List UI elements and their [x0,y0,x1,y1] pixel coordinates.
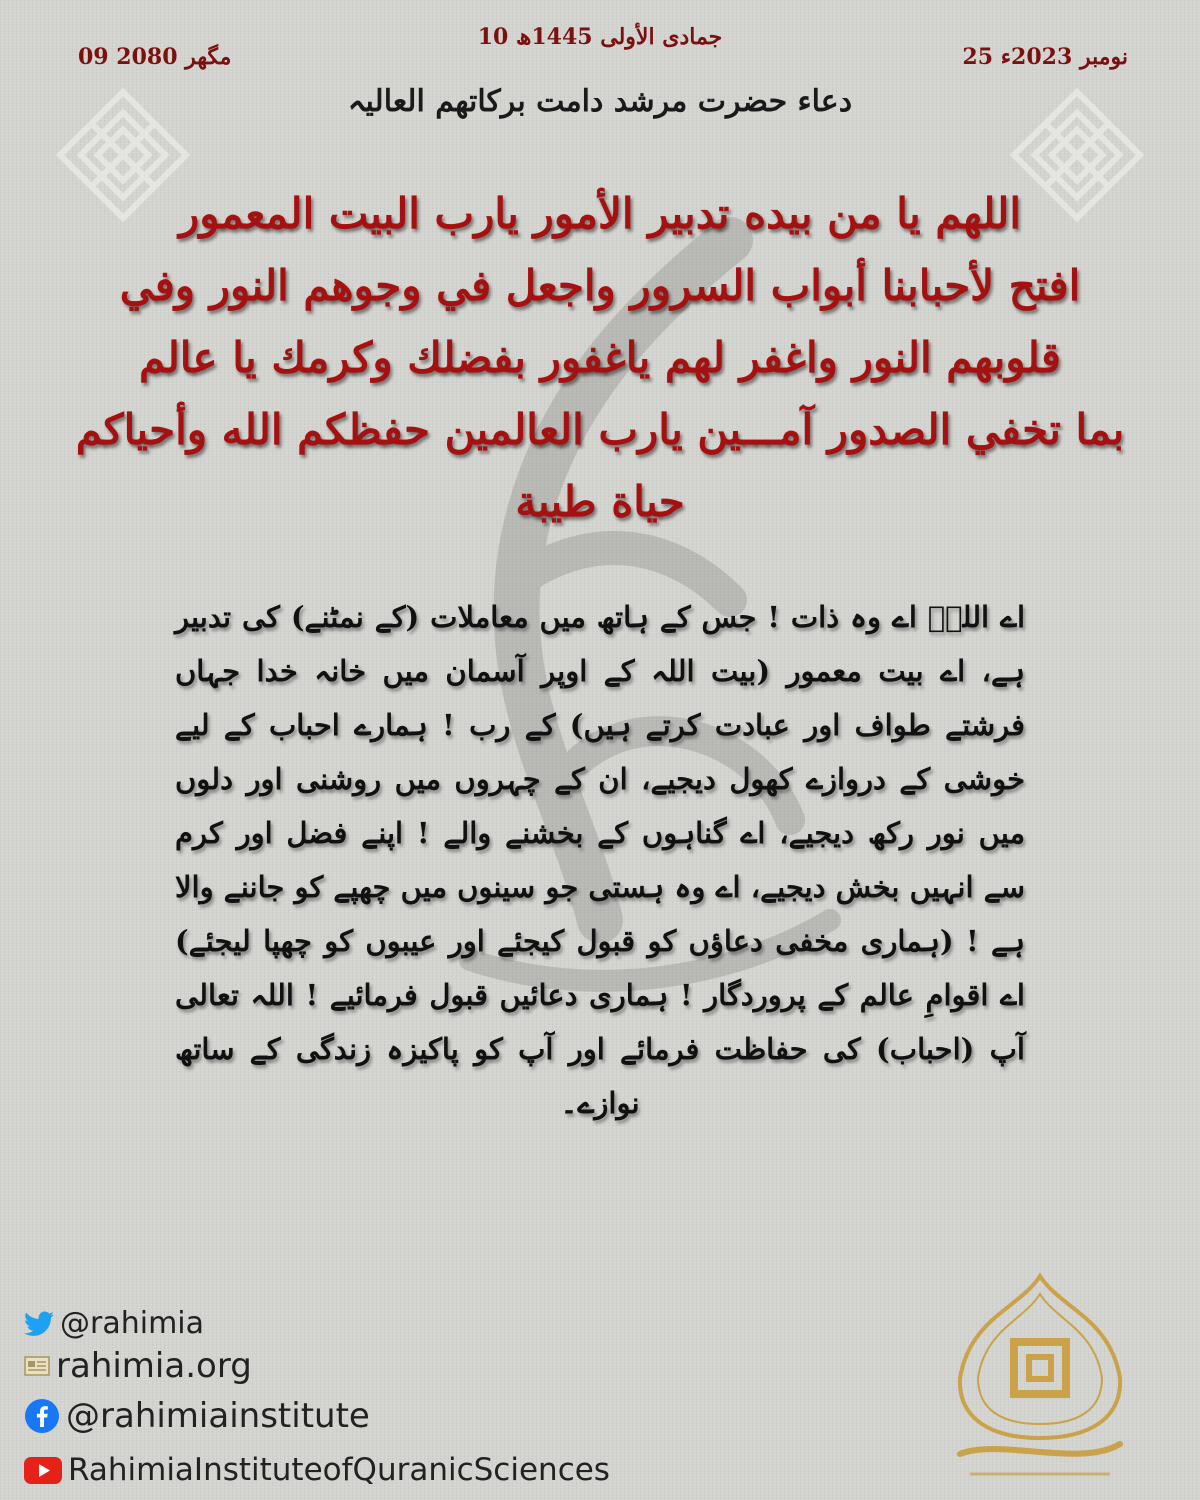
social-youtube[interactable] [24,1452,610,1488]
youtube-channel: RahimiaInstituteofQuranicSciences [68,1452,610,1488]
social-facebook[interactable] [24,1396,370,1436]
arabic-dua-line: افتح لأحبابنا أبواب السرور واجعل في وجوهم النور وفي [119,261,1081,310]
twitter-handle: @rahimia [60,1306,205,1341]
hijri-date: 10 جمادی الأولی 1445ھ [477,24,723,50]
web-icon [24,1354,50,1378]
facebook-handle: @rahimiainstitute [66,1396,370,1436]
twitter-bird-icon [24,1311,54,1337]
social-twitter[interactable] [24,1306,204,1341]
arabic-dua-line: حياة طيبة [515,477,685,526]
bikrami-date: 09 مگھر 2080 [78,44,232,70]
social-website[interactable] [24,1346,252,1386]
arabic-dua-line: بما تخفي الصدور آمـــين يارب العالمين حفظكم الله وأحياكم [75,405,1125,454]
facebook-icon [24,1398,60,1434]
website-url: rahimia.org [56,1346,252,1386]
arabic-dua [70,178,1130,538]
youtube-play-icon [24,1457,62,1484]
urdu-translation: اے اللہؑ اے وہ ذات ! جس کے ہاتھ میں معاملات (کے نمٹنے) کی تدبیر ہے، اے بیت معمور (بیت اللہ کے اوپر آسمان میں خانہ خدا جہاں فرشتے طواف اور عبادت کرتے ہیں) کے رب ! ہمارے احباب کے لیے خوشی کے دروازے کھول دیجیے، ان کے چہروں میں روشنی اور دلوں میں نور رکھ دیجیے، اے گناہوں کے بخشنے والے ! اپنے فضل اور کرم سے انہیں بخش دیجیے، اے وہ ہستی جو سینوں میں چھپے کو جاننے والا ہے ! (ہماری مخفی دعاؤں کو قبول کیجئے اور عیبوں کو چھپا لیجئے) اے اقوامِ عالم کے پروردگار ! ہماری دعائیں قبول فرمائیے ! اللہ تعالی آپ (احباب) کی حفاظت فرمائے اور آپ کو پاکیزہ زندگی کے ساتھ نوازے۔ [175,600,1025,1120]
arabic-dua-line: قلوبهم النور واغفر لهم ياغفور بفضلك وكرمك يا عالم [139,333,1061,382]
rahimia-logo [930,1268,1150,1488]
arabic-dua-line: اللهم يا من بيده تدبير الأمور يارب البيت المعمور [178,189,1022,238]
gregorian-date: 25 نومبر 2023ء [962,44,1128,70]
dua-title: دعاء حضرت مرشد دامت برکاتھم العالیہ [347,84,853,119]
